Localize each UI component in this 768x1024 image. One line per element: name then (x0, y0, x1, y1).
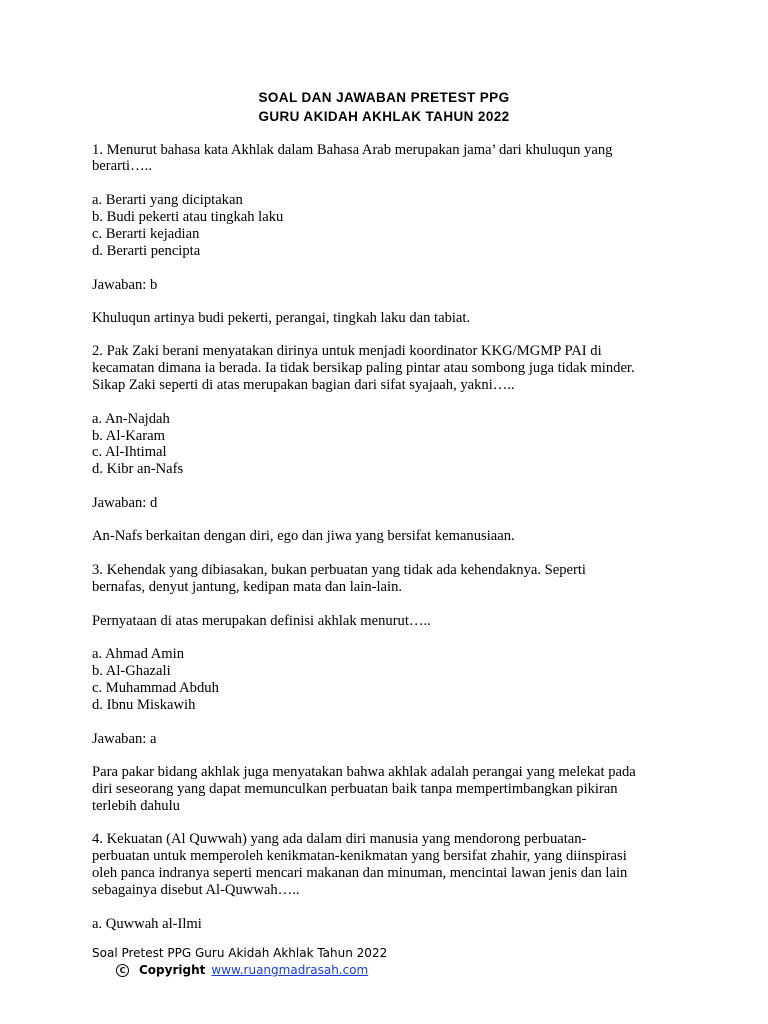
option-4a: a. Quwwah al-Ilmi (92, 916, 202, 932)
explanation-2: An-Nafs berkaitan dengan diri, ego dan jiwa yang bersifat kemanusiaan. (92, 528, 515, 544)
option-3d: d. Ibnu Miskawih (92, 697, 196, 713)
copyright-label: Copyright (139, 963, 206, 977)
option-2d: d. Kibr an-Nafs (92, 461, 184, 477)
option-1a: a. Berarti yang diciptakan (92, 192, 243, 208)
question-4-line-4: sebagainya disebut Al-Quwwah….. (92, 882, 300, 898)
option-2b: b. Al-Karam (92, 428, 165, 444)
question-4-line-3: oleh panca indranya seperti mencari makanan dan minuman, mencintai lawan jenis dan lain (92, 865, 628, 881)
question-2-line-2: kecamatan dimana ia berada. Ia tidak bersikap paling pintar atau sombong juga tidak minder. (92, 360, 635, 376)
option-1b: b. Budi pekerti atau tingkah laku (92, 209, 284, 225)
question-2-line-3: Sikap Zaki seperti di atas merupakan bagian dari sifat syajaah, yakni….. (92, 377, 515, 393)
option-3c: c. Muhammad Abduh (92, 680, 219, 696)
option-2c: c. Al-Ihtimal (92, 444, 167, 460)
document-title-line-1: SOAL DAN JAWABAN PRETEST PPG (258, 90, 510, 105)
question-1-line-2: berarti….. (92, 158, 152, 174)
question-4-line-1: 4. Kekuatan (Al Quwwah) yang ada dalam diri manusia yang mendorong perbuatan- (92, 831, 587, 847)
explanation-3-line-2: diri seseorang yang dapat memunculkan perbuatan baik tanpa mempertimbangkan pikiran (92, 781, 618, 797)
explanation-1: Khuluqun artinya budi pekerti, perangai, tingkah laku dan tabiat. (92, 310, 471, 326)
option-3a: a. Ahmad Amin (92, 646, 185, 662)
question-2-line-1: 2. Pak Zaki berani menyatakan dirinya untuk menjadi koordinator KKG/MGMP PAI di (92, 343, 602, 359)
question-4-line-2: perbuatan untuk memperoleh kenikmatan-kenikmatan yang bersifat zhahir, yang diinspirasi (92, 848, 627, 864)
question-3-line-2: bernafas, denyut jantung, kedipan mata dan lain-lain. (92, 579, 403, 595)
option-2a: a. An-Najdah (92, 411, 170, 427)
question-1-line-1: 1. Menurut bahasa kata Akhlak dalam Bahasa Arab merupakan jama’ dari khuluqun yang (92, 142, 613, 158)
option-3b: b. Al-Ghazali (92, 663, 171, 679)
question-3-line-1: 3. Kehendak yang dibiasakan, bukan perbuatan yang tidak ada kehendaknya. Seperti (92, 562, 586, 578)
answer-3: Jawaban: a (92, 731, 157, 747)
document-title-line-2: GURU AKIDAH AKHLAK TAHUN 2022 (258, 109, 510, 124)
footer-title: Soal Pretest PPG Guru Akidah Akhlak Tahun 2022 (92, 946, 388, 960)
answer-2: Jawaban: d (92, 495, 158, 511)
option-1c: c. Berarti kejadian (92, 226, 200, 242)
explanation-3-line-3: terlebih dahulu (92, 798, 180, 814)
option-1d: d. Berarti pencipta (92, 243, 201, 259)
answer-1: Jawaban: b (92, 277, 158, 293)
website-link[interactable]: www.ruangmadrasah.com (211, 963, 369, 977)
footer-copyright (116, 963, 368, 977)
explanation-3-line-1: Para pakar bidang akhlak juga menyatakan bahwa akhlak adalah perangai yang melekat pada (92, 764, 636, 780)
copyright-icon: C (116, 964, 129, 977)
question-3-line-3: Pernyataan di atas merupakan definisi akhlak menurut….. (92, 613, 431, 629)
